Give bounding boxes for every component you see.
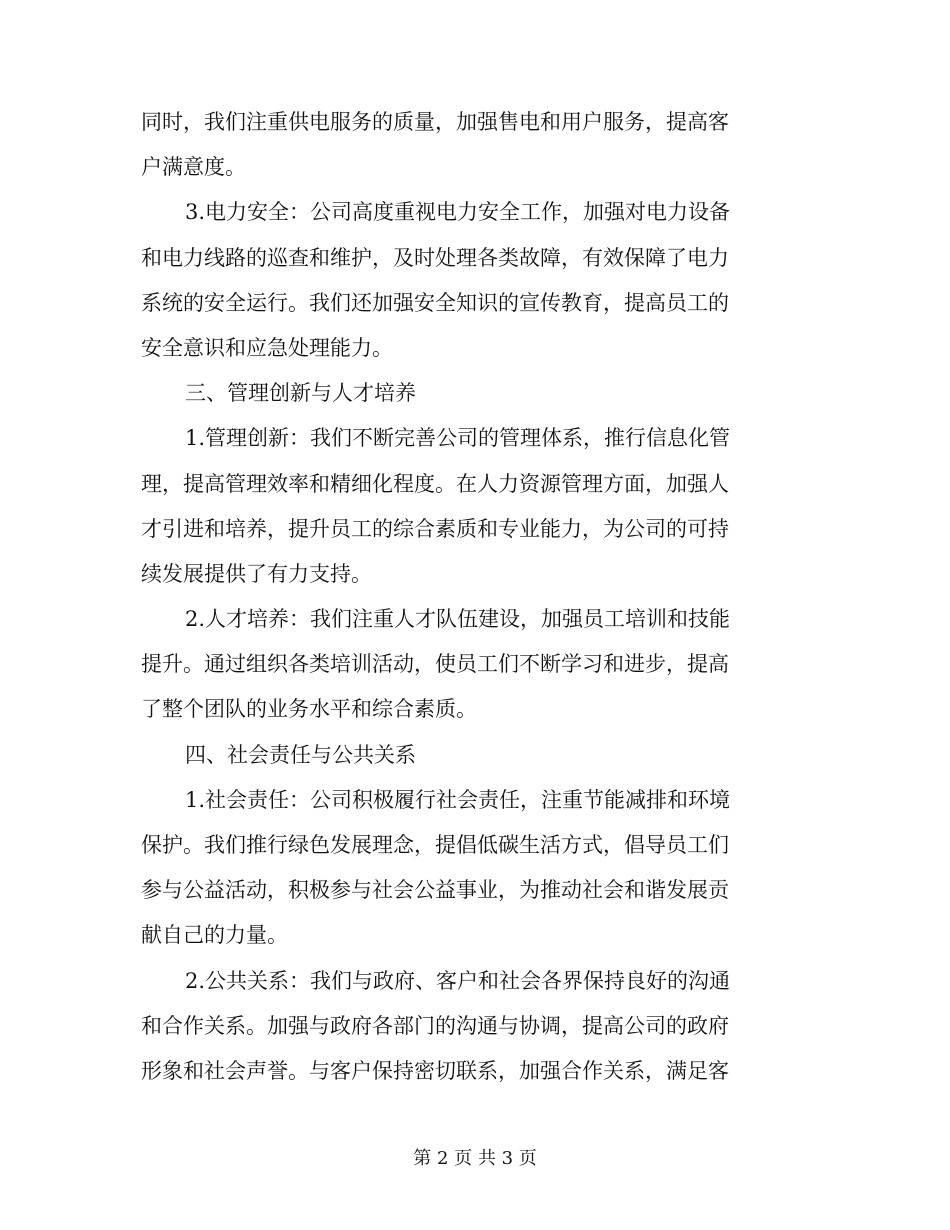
paragraph-first-line: 2.人才培养：我们注重人才队伍建设，加强员工培训和技能 [185, 607, 731, 632]
text-line: 续发展提供了有力支持。 [141, 561, 372, 586]
paragraph-first-line: 3.电力安全：公司高度重视电力安全工作，加强对电力设备 [185, 200, 731, 225]
text-line: 提升。通过组织各类培训活动，使员工们不断学习和进步，提高 [141, 652, 729, 677]
text-line: 同时，我们注重供电服务的质量，加强售电和用户服务，提高客 [141, 110, 729, 134]
text-line: 和合作关系。加强与政府各部门的沟通与协调，提高公司的政府 [141, 1013, 729, 1038]
paragraph-first-line: 1.管理创新：我们不断完善公司的管理体系，推行信息化管 [185, 426, 731, 451]
text-line: 保护。我们推行绿色发展理念，提倡低碳生活方式，倡导员工们 [141, 833, 729, 857]
text-line: 理，提高管理效率和精细化程度。在人力资源管理方面，加强人 [141, 471, 729, 496]
text-line: 才引进和培养，提升员工的综合素质和专业能力，为公司的可持 [141, 516, 729, 541]
text-line: 献自己的力量。 [141, 923, 288, 948]
text-line: 了整个团队的业务水平和综合素质。 [141, 697, 477, 722]
text-line: 形象和社会声誉。与客户保持密切联系，加强合作关系，满足客 [141, 1058, 729, 1083]
paragraph-first-line: 2.公共关系：我们与政府、客户和社会各界保持良好的沟通 [185, 968, 731, 993]
paragraph-first-line: 1.社会责任：公司积极履行社会责任，注重节能减排和环境 [185, 787, 731, 812]
section-heading: 三、管理创新与人才培养 [185, 381, 416, 406]
page-number-footer: 第 2 页 共 3 页 [413, 1148, 537, 1169]
text-line: 系统的安全运行。我们还加强安全知识的宣传教育，提高员工的 [141, 290, 729, 315]
text-line: 户满意度。 [141, 155, 246, 180]
text-line: 安全意识和应急处理能力。 [141, 335, 393, 360]
text-line: 参与公益活动，积极参与社会公益事业，为推动社会和谐发展贡 [141, 878, 729, 903]
section-heading: 四、社会责任与公共关系 [185, 742, 416, 767]
text-line: 和电力线路的巡查和维护，及时处理各类故障，有效保障了电力 [141, 245, 729, 270]
document-body [141, 100, 801, 1094]
